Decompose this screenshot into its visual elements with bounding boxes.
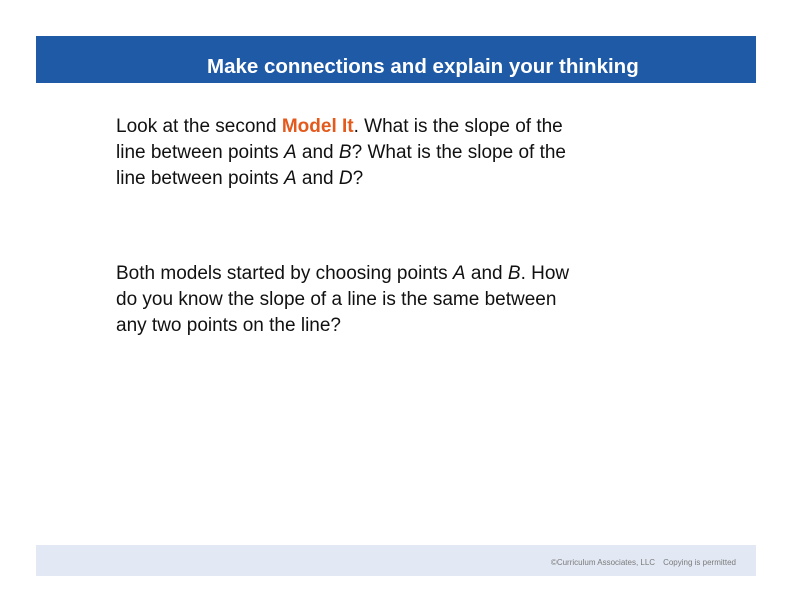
- point-d-label: D: [338, 168, 353, 189]
- question-1: [116, 114, 586, 192]
- point-a-label: A: [283, 142, 297, 163]
- point-b-label: B: [338, 142, 352, 163]
- point-a-label: A: [452, 263, 466, 284]
- copyright-notice: [551, 558, 736, 567]
- copyright-text: ©Curriculum Associates, LLC: [550, 558, 656, 567]
- q1-text-5: and: [296, 168, 339, 189]
- header-banner: [36, 36, 756, 83]
- q2-text-1: Both models started by choosing points: [116, 263, 453, 284]
- question-2: [116, 261, 586, 339]
- q1-text-1: Look at the second: [116, 116, 282, 137]
- footer-band: [36, 545, 756, 576]
- section-title: Make connections and explain your thinking: [207, 55, 639, 78]
- q1-text-2: . What is the slope of the line between points: [116, 116, 563, 163]
- model-it-highlight: Model It: [281, 116, 354, 137]
- q1-text-6: ?: [352, 168, 364, 189]
- q2-text-2: and: [465, 263, 508, 284]
- point-b-label: B: [507, 263, 521, 284]
- q2-text-3: . How do you know the slope of a line is the same between any two points on the line?: [116, 263, 570, 336]
- q1-text-4: ? What is the slope of the line between points: [116, 142, 566, 189]
- q1-text-3: and: [296, 142, 339, 163]
- point-a-label: A: [283, 168, 297, 189]
- permission-text: Copying is permitted: [663, 558, 736, 567]
